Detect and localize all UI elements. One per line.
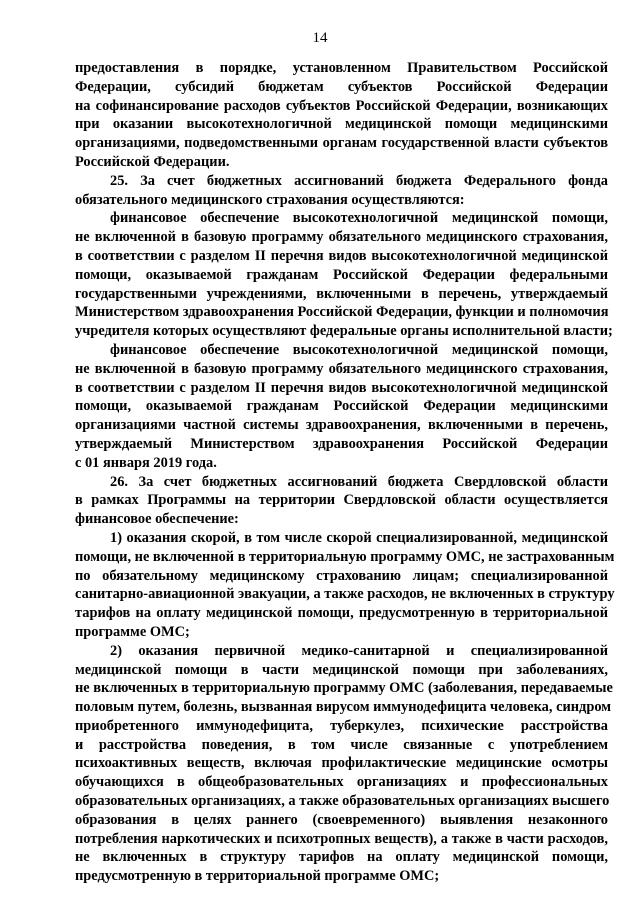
text-line: не включенных в территориальную программу ОМС (заболевания, передаваемые [75,680,613,697]
text-line: потребления наркотических и психотропных веществ), а также в части расходов, [75,830,608,847]
paragraph [75,209,613,341]
text-line: при оказании высокотехнологичной медицинской помощи медицинскими [75,116,608,133]
text-line: государственными учреждениями, включенными в перечень, утверждаемый [75,285,608,302]
text-line: приобретенного иммунодефицита, туберкулез, психические расстройства [75,717,608,734]
text-line: психоактивных веществ, включая профилактические медицинские осмотры [75,755,608,772]
text-line: тарифов на оплату медицинской помощи, предусмотренную в территориальной [75,605,608,622]
text-line: с 01 января 2019 года. [75,454,217,471]
page-number: 14 [312,30,328,46]
text-line: не включенных в структуру тарифов на оплату медицинской помощи, [75,849,608,866]
paragraph [75,642,613,886]
text-line: образования в целях раннего (своевременного) выявления незаконного [75,811,608,828]
text-line: в соответствии с разделом II перечня видов высокотехнологичной медицинской [75,247,608,264]
text-line: предоставления в порядке, установленном Правительством Российской [75,60,608,76]
text-line: по обязательному медицинскому страхованию лицам; специализированной [75,567,608,584]
text-line: не включенной в базовую программу обязательного медицинского страхования, [75,229,608,246]
text-line: в рамках Программы на территории Свердловской области осуществляется [75,492,608,509]
paragraph [75,172,608,210]
text-line: финансовое обеспечение высокотехнологичной медицинской помощи, [110,210,608,227]
text-line: помощи, не включенной в территориальную программу ОМС, не застрахованным [75,548,615,565]
text-line: половым путем, болезнь, вызванная вирусом иммунодефицита человека, синдром [75,699,612,716]
text-line: программе ОМС; [75,623,190,640]
paragraph [75,59,608,172]
document-body [75,59,615,886]
text-line: образовательных организациях, а также образовательных организациях высшего [75,793,610,810]
text-line: в соответствии с разделом II перечня видов высокотехнологичной медицинской [75,379,608,396]
text-line: финансовое обеспечение: [75,511,239,528]
text-line: Министерством здравоохранения Российской Федерации, функции и полномочия [75,304,609,321]
paragraph [75,529,615,642]
text-line: и расстройства поведения, в том числе связанные с употреблением [75,736,608,753]
paragraph [75,341,608,473]
text-line: 26. За счет бюджетных ассигнований бюджета Свердловской области [110,473,608,490]
text-line: Федерации, субсидий бюджетам субъектов Российской Федерации [75,78,608,95]
text-line: 2) оказания первичной медико-санитарной и специализированной [110,642,608,659]
text-line: обязательного медицинского страхования осуществляются: [75,191,465,208]
paragraph [75,473,608,529]
text-line: учредителя которых осуществляют федеральные органы исполнительной власти; [75,323,613,340]
text-line: помощи, оказываемой гражданам Российской Федерации медицинскими [75,398,608,415]
text-line: медицинской помощи в части медицинской помощи при заболеваниях, [75,661,608,678]
text-line: обучающихся в общеобразовательных организациях и профессиональных [75,774,608,791]
text-line: организациями частной системы здравоохранения, включенными в перечень, [75,417,608,434]
text-line: утверждаемый Министерством здравоохранения Российской Федерации [75,435,608,452]
text-line: санитарно-авиационной эвакуации, а также расходов, не включенных в структуру [75,586,615,603]
text-line: Российской Федерации. [75,153,230,170]
text-line: помощи, оказываемой гражданам Российской Федерации федеральными [75,266,608,283]
text-line: организациями, подведомственными органам государственной власти субъектов [75,135,608,152]
text-line: финансовое обеспечение высокотехнологичной медицинской помощи, [110,341,608,358]
text-line: 25. За счет бюджетных ассигнований бюджета Федерального фонда [110,172,608,189]
text-line: не включенной в базовую программу обязательного медицинского страхования, [75,360,608,377]
text-line: 1) оказания скорой, в том числе скорой специализированной, медицинской [110,529,608,546]
text-line: на софинансирование расходов субъектов Российской Федерации, возникающих [75,97,608,114]
text-line: предусмотренную в территориальной программе ОМС; [75,868,440,885]
